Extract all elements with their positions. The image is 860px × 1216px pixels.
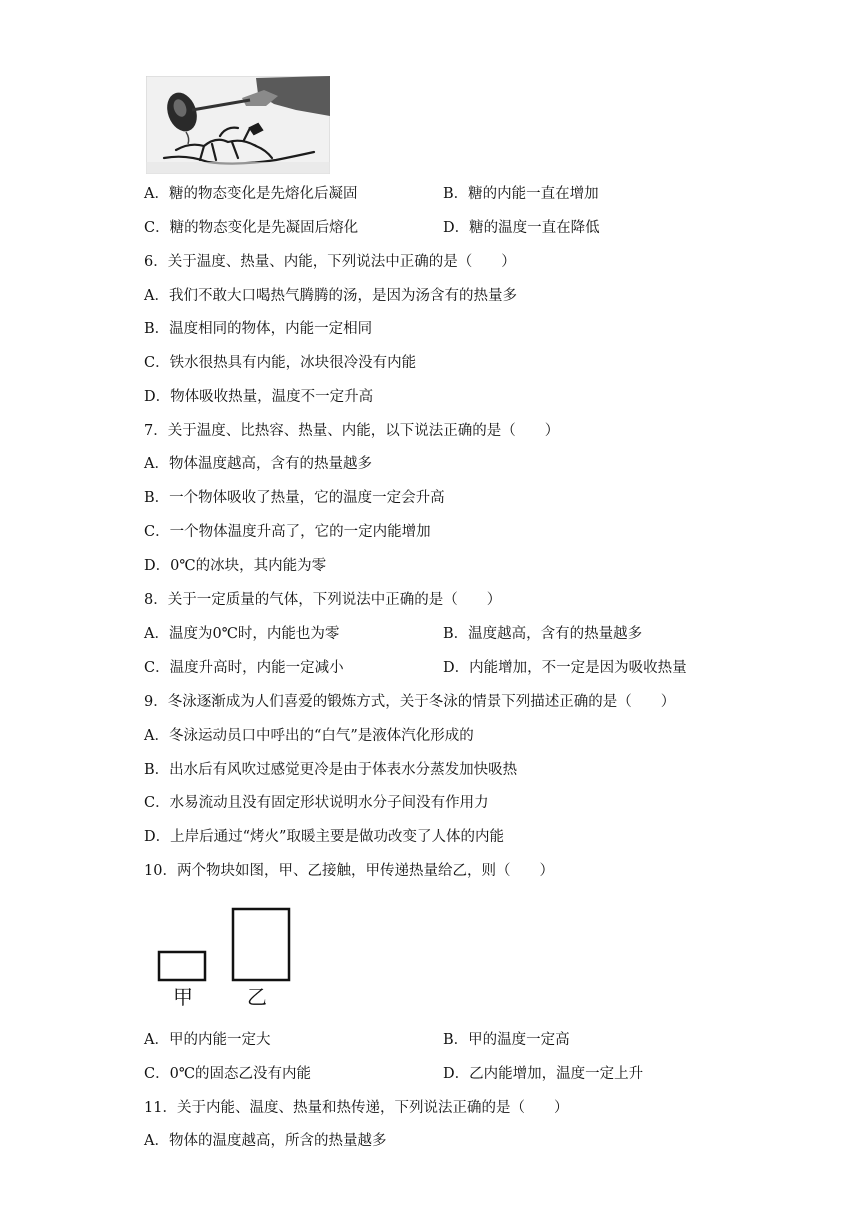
- q7-option-d: D．0℃的冰块，其内能为零: [144, 558, 327, 574]
- q6-option-a: A．我们不敢大口喝热气腾腾的汤，是因为汤含有的热量多: [144, 288, 517, 304]
- q8-option-d: D．内能增加，不一定是因为吸收热量: [443, 660, 687, 676]
- label-yi: 乙: [247, 985, 267, 1009]
- q8-option-c: C．温度升高时，内能一定减小: [144, 660, 344, 676]
- q5-option-d: D．糖的温度一直在降低: [443, 220, 600, 236]
- q6-option-d: D．物体吸收热量，温度不一定升高: [144, 389, 374, 405]
- q6-stem: 6．关于温度、热量、内能，下列说法中正确的是（ ）: [144, 254, 516, 270]
- block-jia: [159, 952, 205, 980]
- q10-stem: 10．两个物块如图，甲、乙接触，甲传递热量给乙，则（ ）: [144, 863, 554, 879]
- label-jia: 甲: [173, 985, 193, 1009]
- q10-option-d: D．乙内能增加，温度一定上升: [443, 1066, 644, 1082]
- q7-stem: 7．关于温度、比热容、热量、内能，以下说法正确的是（ ）: [144, 423, 560, 439]
- q11-stem: 11．关于内能、温度、热量和热传递，下列说法正确的是（ ）: [144, 1100, 569, 1116]
- q7-option-b: B．一个物体吸收了热量，它的温度一定会升高: [144, 490, 445, 506]
- q8-option-b: B．温度越高，含有的热量越多: [443, 626, 643, 642]
- q9-option-a: A．冬泳运动员口中呼出的“白气”是液体汽化形成的: [144, 728, 474, 744]
- q8-option-a: A．温度为0℃时，内能也为零: [144, 626, 340, 642]
- q10-option-b: B．甲的温度一定高: [443, 1032, 570, 1048]
- q9-option-b: B．出水后有风吹过感觉更冷是由于体表水分蒸发加快吸热: [144, 762, 518, 778]
- q9-stem: 9．冬泳逐渐成为人们喜爱的锻炼方式，关于冬泳的情景下列描述正确的是（ ）: [144, 694, 676, 710]
- q5-option-b: B．糖的内能一直在增加: [443, 186, 599, 202]
- q5-option-a: A．糖的物态变化是先熔化后凝固: [144, 186, 358, 202]
- q7-option-a: A．物体温度越高，含有的热量越多: [144, 456, 372, 472]
- q6-option-c: C．铁水很热具有内能，冰块很冷没有内能: [144, 355, 417, 371]
- two-blocks-figure: [150, 900, 310, 1015]
- q11-option-a: A．物体的温度越高，所含的热量越多: [144, 1133, 387, 1149]
- q9-option-d: D．上岸后通过“烤火”取暖主要是做功改变了人体的内能: [144, 829, 504, 845]
- q6-option-b: B．温度相同的物体，内能一定相同: [144, 321, 373, 337]
- block-yi: [233, 909, 289, 980]
- q5-option-c: C．糖的物态变化是先凝固后熔化: [144, 220, 359, 236]
- q9-option-c: C．水易流动且没有固定形状说明水分子间没有作用力: [144, 795, 489, 811]
- q10-option-c: C．0℃的固态乙没有内能: [144, 1066, 312, 1082]
- sugar-painting-photo: [146, 76, 330, 174]
- q8-stem: 8．关于一定质量的气体，下列说法中正确的是（ ）: [144, 592, 502, 608]
- q7-option-c: C．一个物体温度升高了，它的一定内能增加: [144, 524, 431, 540]
- q10-option-a: A．甲的内能一定大: [144, 1032, 271, 1048]
